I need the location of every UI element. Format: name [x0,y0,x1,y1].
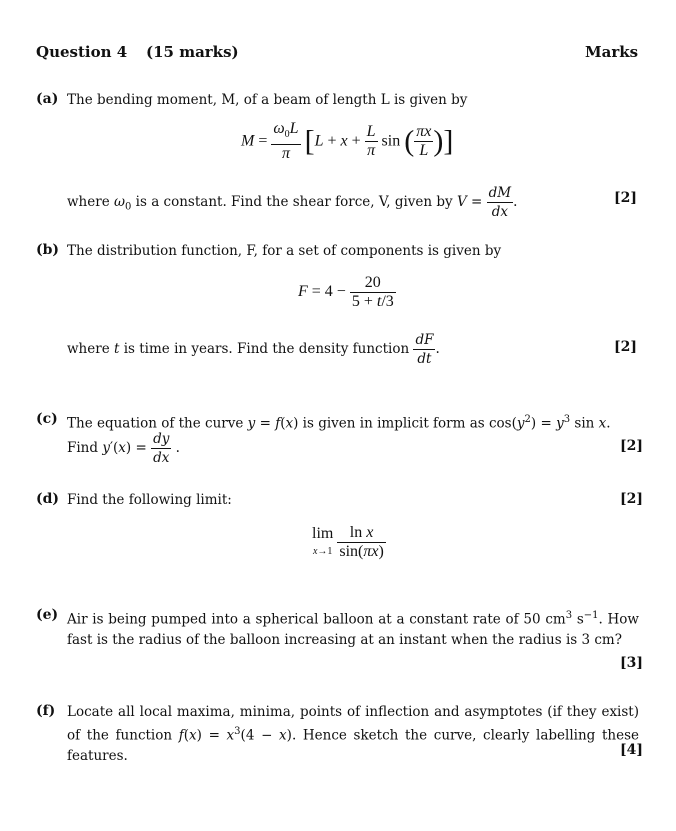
part-f-text: Locate all local maxima, minima, points of inflection and asymptotes (if they exist) of the function $f(x) = x^3(4 - x)$. Hence sketch the curve, clearly labelling these features. [67,704,639,764]
part-c-line1: The equation of the curve y = f(x) is given in implicit form as $\cos(y^2) = y^3$ sin x. [67,414,611,432]
part-c-label: (c) [36,411,58,427]
part-e-text: Air is being pumped into a spherical balloon at a constant rate of 50 $cm^3$ $s^{-1}$. How fast is the radius of the balloon increasing at an instant when the radius is 3 cm? [67,610,639,648]
part-c-marks: [2] [620,438,643,454]
part-f-label: (f) [36,703,56,719]
part-f-marks: [4] [620,742,643,758]
part-d-intro: Find the following limit: [67,492,232,508]
part-d-marks: [2] [620,491,643,507]
part-b-intro: The distribution function, F, for a set of components is given by [67,243,502,259]
part-b-marks: [2] [614,339,637,355]
part-e-label: (e) [36,607,59,623]
part-e-marks: [3] [620,655,643,671]
part-b-task: where t is time in years. Find the density function $\frac{dF}{dt}$ . [67,332,440,367]
part-a-intro: The bending moment, M, of a beam of length L is given by [67,92,468,108]
part-a-marks: [2] [614,190,637,206]
part-a-task: where $\omega_0$ is a constant. Find the shear force, V, given by V = $\frac{dM}{dx}$ . [67,185,518,220]
marks-column-heading: Marks [585,43,639,61]
part-d-label: (d) [36,491,60,507]
question-total-marks: (15 marks) [146,43,239,61]
part-c-line2: Find y′(x) = $\frac{dy}{dx}$ . [67,431,180,466]
part-a-formula: M = $\frac{\omega_0L}{\pi}$ [L + x + $\frac{L}{\pi}$ sin ( $\frac{\pi x}{L}$ )] [241,120,454,163]
part-b-formula: F = 4 − $\frac{20}{5 + t/3}$ [298,274,394,310]
part-d-formula: lim x→1 $\frac{\text{ln x}}{\sin(\pi x)}$ [312,524,384,560]
question-title: Question 4 [36,43,128,61]
part-b-label: (b) [36,242,60,258]
part-a-label: (a) [36,91,59,107]
